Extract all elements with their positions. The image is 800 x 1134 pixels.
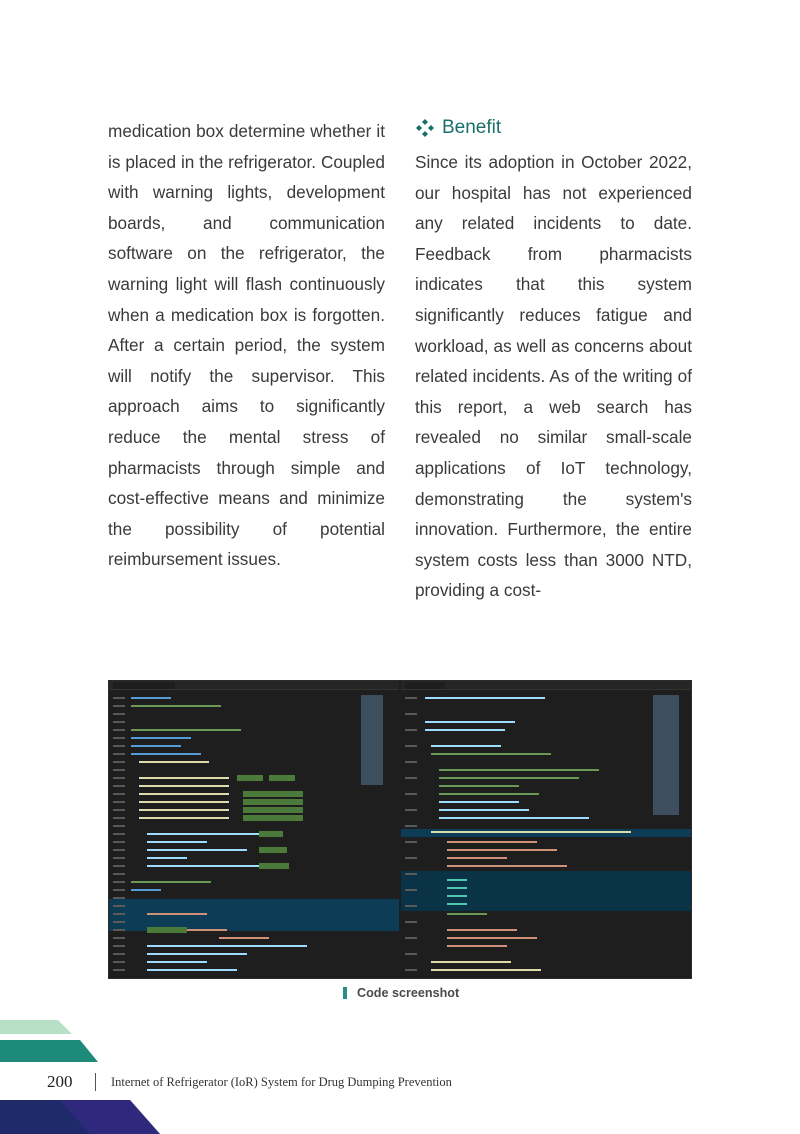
- right-paragraph: Since its adoption in October 2022, our hospital has not experienced any related incidents to date. Feedback from pharmacists indicates that this system significantly reduces fatigue and workload, as well as concerns about related incidents. As of the writing of this report, a web search has revealed no similar small-scale applications of IoT technology, demonstrating the system's innovation. Furthermore, the entire system costs less than 3000 NTD, providing a cost-: [415, 152, 692, 601]
- diamond-cluster-icon: [415, 118, 435, 138]
- code-screenshot-image: [108, 680, 692, 979]
- left-code-lines: [109, 681, 399, 979]
- left-paragraph: medication box determine whether it is placed in the refrigerator. Coupled with warning lights, development boards, and communication software on the refrigerator, the warning light will flash continuously when a medication box is forgotten. After a certain period, the system will notify the supervisor. This approach aims to significantly reduce the mental stress of pharmacists through simple and cost-effective means and minimize the possibility of potential reimbursement issues.: [108, 121, 385, 570]
- figure-caption: [343, 984, 459, 1002]
- right-code-lines: [401, 681, 692, 979]
- footer-divider: [95, 1073, 96, 1091]
- code-editor-left-pane: [109, 681, 399, 979]
- corner-decoration: [0, 1000, 170, 1134]
- benefit-heading: [415, 116, 692, 140]
- caption-bar-marker: [343, 987, 347, 999]
- running-footer-title: Internet of Refrigerator (IoR) System for Drug Dumping Prevention: [111, 1075, 452, 1089]
- benefit-heading-text: Benefit: [442, 116, 502, 138]
- page-number: 200: [47, 1072, 73, 1091]
- right-text-column: [415, 116, 692, 606]
- left-text-column: [108, 116, 385, 575]
- figure-caption-text: Code screenshot: [357, 986, 460, 1000]
- code-editor-right-pane: [401, 681, 692, 979]
